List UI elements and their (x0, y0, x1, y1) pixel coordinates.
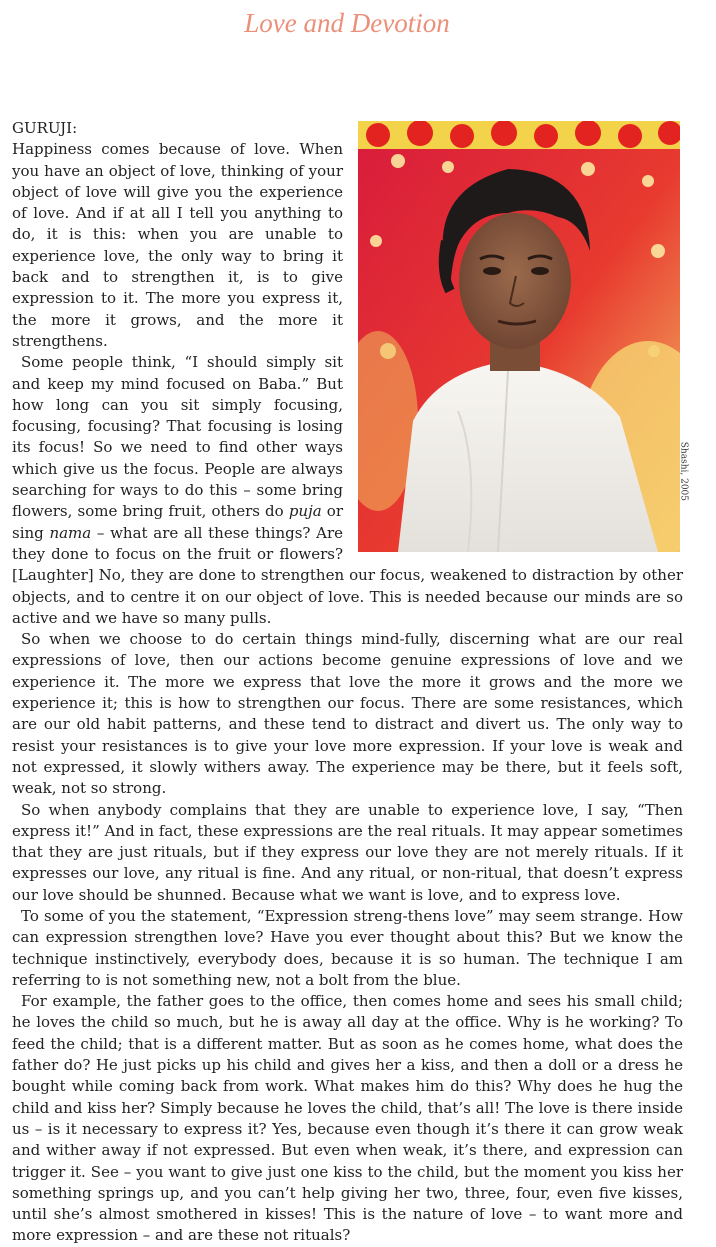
nama-term: nama (49, 523, 92, 542)
paragraph-2-text-c: – what are all these things? Are they done to focus on the fruit or flowers? [Laughter] No, they are done to strengthen our focus, weakened to distraction by other objects, and to centre it on our object of love. This is needed because our minds are so active and we have so many pulls. (12, 523, 683, 627)
paragraph-2-text-a: Some people think, “I should simply sit and keep my mind focused on Baba.” But how long can you sit simply focusing, focusing, focusing? That focusing is losing its focus! So we need to find other ways which give us the focus. People are always searching for ways to do this – some bring flowers, some bring fruit, others do (12, 353, 343, 521)
page-title: Love and Devotion (244, 8, 450, 38)
paragraph-3: So when we choose to do certain things mind-fully, discerning what are our real expressions of love, then our actions become genuine expressions of love and we experience it. The more we express that love the more it grows and the more we experience it; this is how to strengthen our focus. There are some resistances, which are our old habit patterns, and these tend to distract and divert us. The only way to resist your resistances is to give your love more expression. If your love is weak and not expressed, it slowly withers away. The experience may be there, but it feels soft, weak, not so strong. (12, 630, 683, 798)
photo-credit: Shashi, 2005 (678, 441, 688, 501)
photo-figure (349, 121, 688, 552)
paragraph-4: So when anybody complains that they are unable to experience love, I say, “Then express it!” And in fact, these expressions are the real rituals. It may appear sometimes that they are just rituals, but if they express our love they are not merely rituals. If it expresses our love, any ritual is fine. And any ritual, or non-ritual, that doesn’t express our love should be shunned. Because what we want is love, and to express love. (12, 800, 683, 904)
paragraph-1: Happiness comes because of love. When you have an object of love, thinking of your object of love will give you the experience of love. And if at all I tell you anything to do, it is this: when you are unable to experience love, the only way to bring it back and to strengthen it, is to give expression to it. The more you express it, the more it grows, and the more it strengthens. (12, 140, 343, 350)
guruji-photo (358, 121, 680, 552)
paragraph-2-text-b: or sing (12, 502, 343, 542)
puja-term: puja (288, 502, 322, 521)
article-body (12, 118, 688, 1247)
paragraph-5: To some of you the statement, “Expression streng-thens love” may seem strange. How can expression strengthen love? Have you ever thought about this? But we know the technique instinctively, everybody does, because it is so human. The technique I am referring to is not something new, not a bolt from the blue. (12, 906, 683, 989)
paragraph-6: For example, the father goes to the office, then comes home and sees his small child; he loves the child so much, but he is away all day at the office. Why is he working? To feed the child; that is a different matter. But as soon as he comes home, what does the father do? He just picks up his child and gives her a kiss, and then a doll or a dress he bought while coming back from work. What makes him do this? Why does he hug the child and kiss her? Simply because he loves the child, that’s all! The love is there inside us – is it necessary to express it? Yes, because even though it’s there it can grow weak and wither away if not expressed. But even when weak, it’s there, and expression can trigger it. See – you want to give just one kiss to the child, but the moment you kiss her something springs up, and you can’t help giving her two, three, four, even five kisses, until she’s almost smothered in kisses! This is the nature of love – to want more and more expression – and are these not rituals? (12, 992, 683, 1245)
speaker-label: GURUJI: (12, 119, 78, 137)
